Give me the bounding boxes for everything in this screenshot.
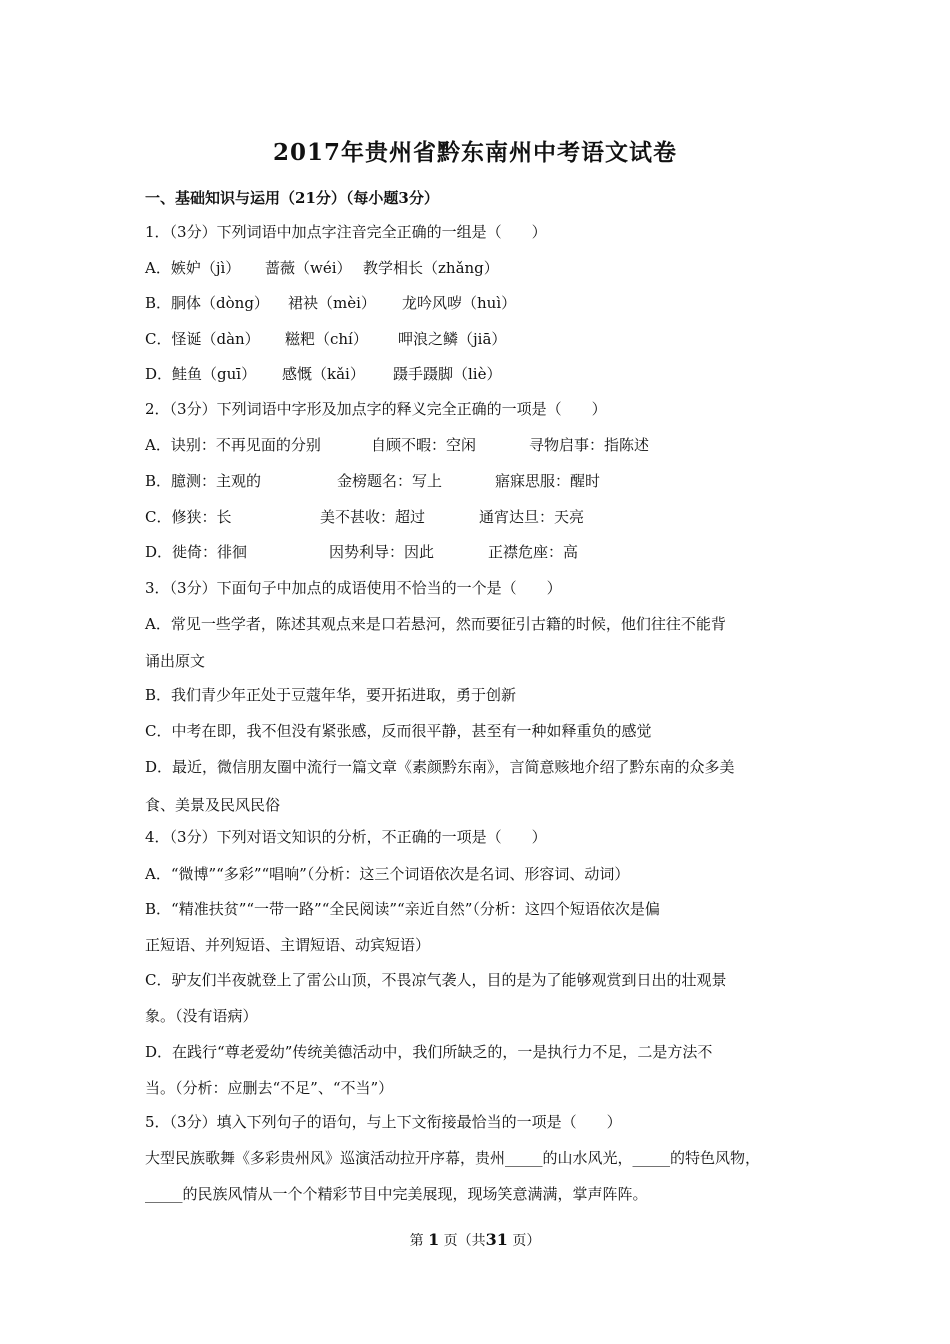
question-2-option-b [145,471,825,491]
page-number: 1 [428,1230,440,1249]
option-part: 蔷薇（wéi） [265,259,352,277]
page-title: 2017年贵州省黔东南州中考语文试卷 [272,139,677,166]
option-part: D．鲑鱼（guī） [145,365,257,383]
question-3-option-a: A．常见一些学者，陈述其观点来是口若悬河，然而要征引古籍的时候，他们往往不能背 [145,615,726,633]
option-part: B．臆测：主观的 [145,472,262,490]
option-part: 裙袂（mèi） [288,294,376,312]
question-4-option-b: B．“精准扶贫”“一带一路”“全民阅读”“亲近自然”（分析：这四个短语依次是偏 [145,900,660,918]
question-3-option-b: B．我们青少年正处于豆蔻年华，要开拓进取，勇于创新 [145,686,517,704]
question-4-option-d: D．在践行“尊老爱幼”传统美德活动中，我们所缺乏的，一是执行力不足，二是方法不 [145,1043,713,1061]
question-1-option-b [145,293,825,313]
option-part: 自顾不暇：空闲 [371,436,477,454]
question-2-option-d [145,542,825,562]
option-part: 糍粑（chí） [285,330,368,348]
question-1-option-a [145,258,825,278]
option-part: A．嫉妒（jì） [145,259,241,277]
question-4-option-a: A．“微博”“多彩”“唱响”（分析：这三个词语依次是名词、形容词、动词） [145,865,630,883]
question-3-option-d: D．最近，微信朋友圈中流行一篇文章《素颜黔东南》，言简意赅地介绍了黔东南的众多美 [145,758,735,776]
question-3-stem: 3．（3分）下面句子中加点的成语使用不恰当的一个是（ ） [145,579,562,597]
question-4-option-c-cont: 象。（没有语病） [145,1007,258,1025]
footer-suffix: 页） [512,1233,541,1249]
option-part: 因势利导：因此 [329,543,435,561]
question-4-option-b-cont: 正短语、并列短语、主谓短语、动宾短语） [145,936,431,954]
question-1-option-d [145,364,825,384]
question-2-stem: 2．（3分）下列词语中字形及加点字的释义完全正确的一项是（ ） [145,400,607,418]
option-part: D．徙倚：徘徊 [145,543,248,561]
question-5-passage: 大型民族歌舞《多彩贵州风》巡演活动拉开序幕，贵州_____的山水风光，_____的特色风物， [145,1149,761,1167]
question-1-stem: 1．（3分）下列词语中加点字注音完全正确的一组是（ ） [145,223,547,241]
question-3-option-c: C．中考在即，我不但没有紧张感，反而很平静，甚至有一种如释重负的感觉 [145,722,652,740]
option-part: 正襟危座：高 [488,543,579,561]
question-1-option-c [145,329,825,349]
question-4-option-c: C．驴友们半夜就登上了雷公山顶，不畏凉气袭人，目的是为了能够观赏到日出的壮观景 [145,971,727,989]
option-part: 感慨（kǎi） [282,365,365,383]
question-3-option-d-cont: 食、美景及民风民俗 [145,796,281,814]
option-part: 呷浪之鳞（jiā） [398,330,507,348]
option-part: 金榜题名：写上 [337,472,443,490]
question-2-option-a [145,435,825,455]
question-4-stem: 4．（3分）下列对语文知识的分析，不正确的一项是（ ） [145,828,547,846]
footer-middle: 页（共 [443,1233,486,1249]
option-part: 寤寐思服：醒时 [495,472,601,490]
total-pages: 31 [485,1230,508,1249]
footer-prefix: 第 [409,1233,424,1249]
option-part: 寻物启事：指陈述 [529,436,650,454]
option-part: 龙吟风哕（huì） [402,294,517,312]
question-3-option-a-cont: 诵出原文 [145,652,206,670]
page-footer [0,1230,950,1250]
option-part: 蹑手蹑脚（liè） [393,365,502,383]
section-heading: 一、基础知识与运用（21分）（每小题3分） [145,189,439,207]
question-5-stem: 5．（3分）填入下列句子的语句，与上下文衔接最恰当的一项是（ ） [145,1113,622,1131]
option-part: A．诀别：不再见面的分别 [145,436,321,454]
option-part: 美不甚收：超过 [320,508,426,526]
option-part: 教学相长（zhǎng） [363,259,499,277]
question-2-option-c [145,507,825,527]
option-part: B．胴体（dòng） [145,294,269,312]
question-4-option-d-cont: 当。（分析：应删去“不足”、“不当”） [145,1079,394,1097]
option-part: 通宵达旦：天亮 [479,508,585,526]
option-part: C．怪诞（dàn） [145,330,260,348]
option-part: C．修狭：长 [145,508,232,526]
question-5-passage-cont: _____的民族风情从一个个精彩节目中完美展现，现场笑意满满，掌声阵阵。 [145,1185,648,1203]
